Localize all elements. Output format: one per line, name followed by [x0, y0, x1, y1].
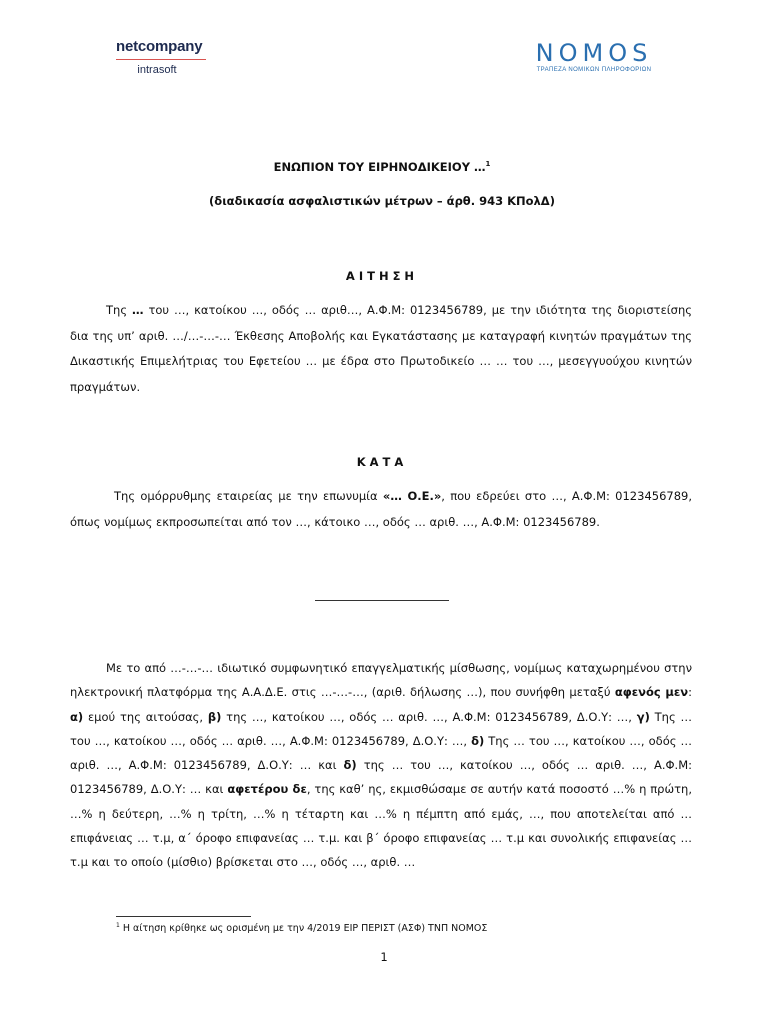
applicant-paragraph: Της … του …, κατοίκου …, οδός … αριθ…, Α.Φ.Μ: 0123456789, με την ιδιότητα της διοριστείσης δια της υπ’ αριθ. …/…-…-… Έκθεσης Αποβολής και Εγκατάστασης με καταγραφή κινητών πραγμάτων της Δικαστικής Επιμελήτριας του Εφετείου … με έδρα στο Πρωτοδικείο … … του …, μεσεγγυούχου κινητών πραγμάτων. [70, 303, 693, 394]
nomos-logo-tagline: ΤΡΑΠΕΖΑ ΝΟΜΙΚΩΝ ΠΛΗΡΟΦΟΡΙΩΝ [536, 67, 652, 73]
body-paragraph: Με το από …-…-… ιδιωτικό συμφωνητικό επαγγελματικής μίσθωσης, νομίμως καταχωρημένου στην ηλεκτρονική πλατφόρμα της Α.Α.Δ.Ε. στις …-…-…, (αριθ. δήλωσης …), που συνήφθη μεταξύ αφενός μεν: α) εμού της αιτούσας, β) της …, κατοίκου …, οδός … αριθ. …, Α.Φ.Μ: 0123456789, Δ.Ο.Υ: …, γ) Της … του …, κατοίκου …, οδός … αριθ. …, Α.Φ.Μ: 0123456789, Δ.Ο.Υ: …, δ) Της … του …, κατοίκου …, οδός … αριθ. …, Α.Φ.Μ: 0123456789, Δ.Ο.Υ: … και δ) της … του …, κατοίκου …, οδός … αριθ. …, Α.Φ.Μ: 0123456789, Δ.Ο.Υ: … και αφετέρου δε, της καθ’ ης, εκμισθώσαμε σε αυτήν κατά ποσοστό …% η πρώτη, …% η δεύτερη, …% η τρίτη, …% η τέταρτη και …% η πέμπτη από εμάς, …, που αποτελείται από … επιφάνειας … τ.μ, α΄ όροφο επιφανείας … τ.μ. και β΄ όροφο επιφανείας … τ.μ και συνολικής επιφανείας … τ.μ και το οποίο (μίσθιο) βρίσκεται στο …, οδός …, αριθ. … [70, 661, 693, 870]
footnote-separator [116, 916, 251, 917]
respondent-paragraph: Της ομόρρυθμης εταιρείας με την επωνυμία «… Ο.Ε.», που εδρεύει στο …, Α.Φ.Μ: 0123456789, όπως νομίμως εκπροσωπείται από τον …, κάτοικο …, οδός … αριθ. …, Α.Φ.Μ: 0123456789. [70, 489, 693, 529]
logo-sub-text: intrasoft [137, 64, 177, 76]
document-title: ΕΝΩΠΙΟΝ ΤΟΥ ΕΙΡΗΝΟΔΙΚΕΙΟΥ …$^1$ [273, 160, 491, 174]
nomos-logo-name: NOMOS [535, 39, 653, 67]
section-divider-line [315, 600, 449, 601]
nomos-logo [534, 40, 654, 73]
logo-divider [116, 59, 206, 60]
logo-brand-text: netcompany [116, 38, 203, 55]
footnote-number: 1 [116, 922, 120, 929]
netcompany-intrasoft-logo [116, 38, 208, 77]
footnote-ref: 1 [485, 160, 491, 169]
page-number: 1 [380, 950, 388, 964]
footnote [116, 922, 676, 934]
footnote-text: Η αίτηση κρίθηκε ως ορισμένη με την 4/2019 ΕΙΡ ΠΕΡΙΣΤ (ΑΣΦ) ΤΝΠ ΝΟΜΟΣ [119, 923, 488, 935]
section-heading-aitisi: ΑΙΤΗΣΗ [345, 269, 419, 283]
section-heading-kata: ΚΑΤΑ [356, 455, 408, 469]
document-subtitle: (διαδικασία ασφαλιστικών μέτρων – άρθ. 943 ΚΠολΔ) [209, 194, 555, 208]
